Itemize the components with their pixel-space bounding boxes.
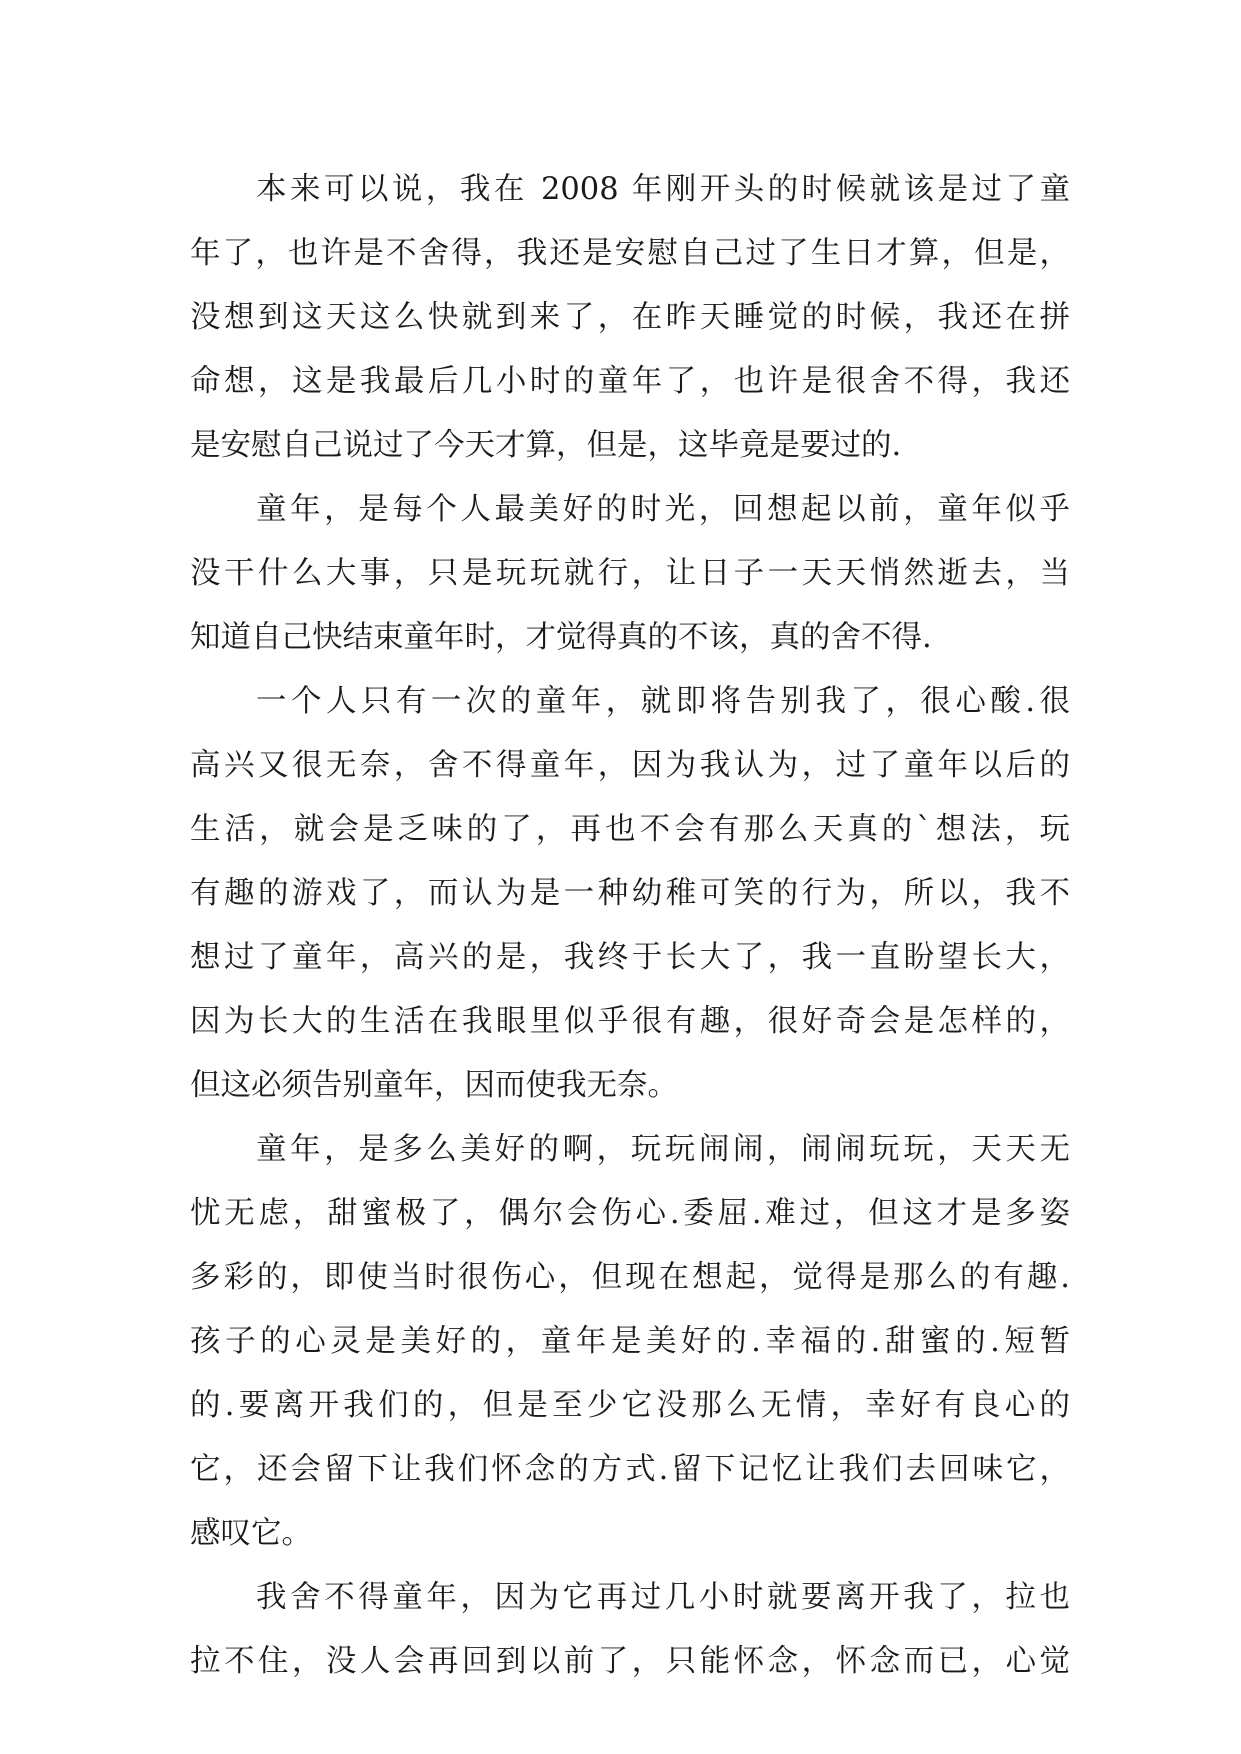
document-body xyxy=(190,158,1070,1694)
paragraph-3 xyxy=(190,670,1070,1118)
text-line: 有趣的游戏了，而认为是一种幼稚可笑的行为，所以，我不 xyxy=(190,876,1070,911)
text-line: 它，还会留下让我们怀念的方式.留下记忆让我们去回味它， xyxy=(190,1452,1070,1487)
paragraph-4 xyxy=(190,1118,1070,1566)
paragraph-2 xyxy=(190,478,1070,670)
text-line: 命想，这是我最后几小时的童年了，也许是很舍不得，我还 xyxy=(190,364,1070,399)
text-line: 一个人只有一次的童年，就即将告别我了，很心酸.很 xyxy=(256,684,1070,719)
text-line: 忧无虑，甜蜜极了，偶尔会伤心.委屈.难过，但这才是多姿 xyxy=(190,1196,1070,1231)
paragraph-5 xyxy=(190,1566,1070,1694)
text-line: 我舍不得童年，因为它再过几小时就要离开我了，拉也 xyxy=(256,1580,1070,1615)
text-line: 年了，也许是不舍得，我还是安慰自己过了生日才算，但是， xyxy=(190,236,1070,271)
text-line: 没想到这天这么快就到来了，在昨天睡觉的时候，我还在拼 xyxy=(190,300,1070,335)
text-line: 高兴又很无奈，舍不得童年，因为我认为，过了童年以后的 xyxy=(190,748,1070,783)
text-line: 感叹它。 xyxy=(190,1516,312,1551)
text-line: 孩子的心灵是美好的，童年是美好的.幸福的.甜蜜的.短暂 xyxy=(190,1324,1070,1359)
text-line: 知道自己快结束童年时，才觉得真的不该，真的舍不得. xyxy=(190,620,932,655)
text-line: 童年，是每个人最美好的时光，回想起以前，童年似乎 xyxy=(256,492,1070,527)
paragraph-1 xyxy=(190,158,1070,478)
text-line: 的.要离开我们的，但是至少它没那么无情，幸好有良心的 xyxy=(190,1388,1070,1423)
text-line: 想过了童年，高兴的是，我终于长大了，我一直盼望长大， xyxy=(190,940,1070,975)
text-line: 生活，就会是乏味的了，再也不会有那么天真的`想法，玩 xyxy=(190,812,1070,847)
text-line: 多彩的，即使当时很伤心，但现在想起，觉得是那么的有趣. xyxy=(190,1260,1070,1295)
text-line: 但这必须告别童年，因而使我无奈。 xyxy=(190,1068,678,1103)
text-line: 是安慰自己说过了今天才算，但是，这毕竟是要过的. xyxy=(190,428,902,463)
text-line: 拉不住，没人会再回到以前了，只能怀念，怀念而已，心觉 xyxy=(190,1644,1070,1679)
text-line: 童年，是多么美好的啊，玩玩闹闹，闹闹玩玩，天天无 xyxy=(256,1132,1070,1167)
text-line: 因为长大的生活在我眼里似乎很有趣，很好奇会是怎样的， xyxy=(190,1004,1070,1039)
text-line: 本来可以说，我在 2008 年刚开头的时候就该是过了童 xyxy=(256,172,1070,207)
text-line: 没干什么大事，只是玩玩就行，让日子一天天悄然逝去，当 xyxy=(190,556,1070,591)
